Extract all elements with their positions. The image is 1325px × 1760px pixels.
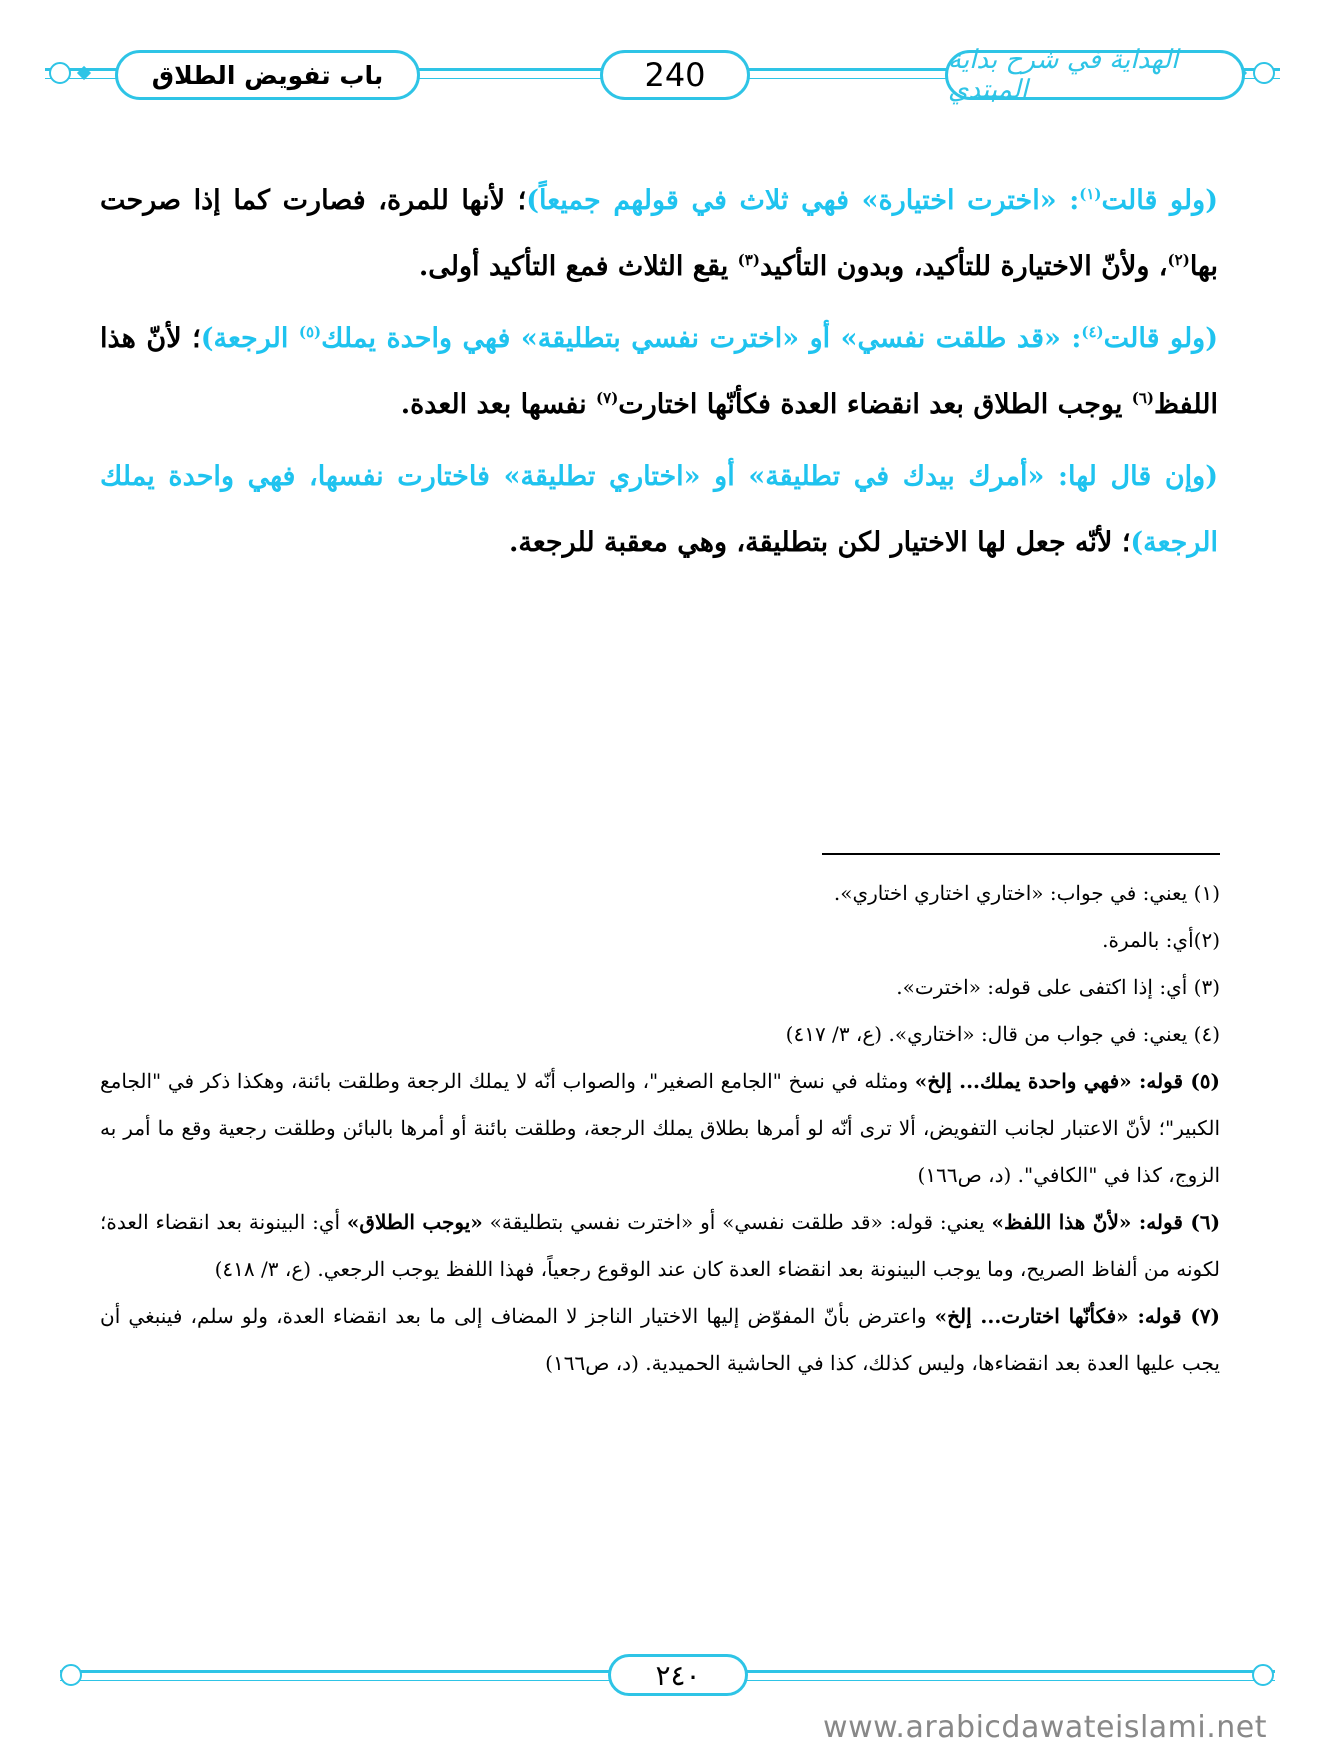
matn-text: : «قد طلقت نفسي» أو «اخترت نفسي بتطليقة» فهي واحدة يملك: [321, 323, 1082, 354]
footnote-text: واعترض بأنّ المفوّض إليها الاختيار الناجز لا المضاف إلى ما بعد انقضاء العدة، ولو سلم، فينبغي أن يجب عليها العدة بعد انقضاءها، وليس كذلك، كذا في الحاشية الحميدية. (د، ص١٦٦): [100, 1304, 1220, 1375]
ornament-right-icon: [1253, 62, 1275, 84]
book-title: الهداية في شرح بداية المبتدي: [945, 50, 1245, 100]
matn-text: الرجعة): [200, 323, 299, 354]
footnote-5: [100, 1058, 1220, 1199]
chapter-title: باب تفويض الطلاق: [115, 50, 420, 100]
page-number-top: 240: [600, 50, 750, 100]
paragraph-1: [100, 168, 1218, 300]
matn-text: (وإن قال لها: «أمرك بيدك في تطليقة» أو «اختاري تطليقة» فاختارت نفسها، فهي واحدة يملك الرجعة): [100, 461, 1218, 558]
footnote-text: أي: البينونة بعد انقضاء العدة؛ لكونه من ألفاظ الصريح، وما يوجب البينونة بعد انقضاء العدة كان عند الوقوع رجعياً، فهذا اللفظ يوجب الرجعي. (ع، ٣/ ٤١٨): [100, 1210, 1220, 1281]
footer-ornament-right-icon: [1252, 1664, 1274, 1686]
footnote-ref: (٦): [1131, 389, 1155, 407]
footer-ornament-left-icon: [60, 1664, 82, 1686]
footnote-3: (٣) أي: إذا اكتفى على قوله: «اخترت».: [896, 975, 1220, 999]
footnote-ref: (٥): [298, 323, 322, 341]
sharh-text: ؛ لأنّه جعل لها الاختيار لكن بتطليقة، وهي معقبة للرجعة.: [508, 527, 1131, 558]
matn-text: : «اخترت اختيارة» فهي ثلاث في قولهم جميعاً): [526, 185, 1080, 216]
footnote-ref: (٣): [737, 251, 760, 269]
sharh-text: نفسها بعد العدة.: [400, 389, 597, 420]
paragraph-2: [100, 306, 1218, 438]
matn-text: (ولو قالت: [1101, 185, 1218, 216]
footnote-number: (٥) قوله:: [1131, 1069, 1221, 1093]
sharh-text: ، ولأنّ الاختيارة للتأكيد، وبدون التأكيد: [759, 251, 1168, 282]
footnote-ref: (٤): [1081, 323, 1104, 341]
sharh-text: ؛ لأنّ هذا اللفظ: [100, 323, 1218, 420]
footnote-7: [100, 1293, 1220, 1387]
footnote-4: (٤) يعني: في جواب من قال: «اختاري». (ع، ٣/ ٤١٧): [785, 1022, 1220, 1046]
page-footer: [60, 1648, 1275, 1708]
footnote-quote: «فكأنّها اختارت... إلخ»: [934, 1304, 1129, 1328]
footnote-2: (٢)أي: بالمرة.: [1102, 928, 1220, 952]
footnote-text: ومثله في نسخ "الجامع الصغير"، والصواب أنّه لا يملك الرجعة وطلقت بائنة، وهكذا ذكر في "الجامع الكبير"؛ لأنّ الاعتبار لجانب التفويض، ألا ترى أنّه لو أمرها بطلاق يملك الرجعة، وطلقت بائنة أو أمرها بالبائن وطلقت رجعية وقع ما أمر به الزوج، كذا في "الكافي". (د، ص١٦٦): [100, 1069, 1220, 1187]
main-text: [100, 168, 1218, 582]
matn-text: (ولو قالت: [1103, 323, 1218, 354]
footnote-quote: «يوجب الطلاق»: [346, 1210, 483, 1234]
footnote-1: (١) يعني: في جواب: «اختاري اختاري اختاري».: [833, 881, 1220, 905]
footnotes: [100, 870, 1220, 1387]
page-header: [45, 42, 1280, 112]
footnote-number: (٦) قوله:: [1131, 1210, 1221, 1234]
website-url: www.arabicdawateislami.net: [823, 1710, 1267, 1745]
footnote-quote: «فهي واحدة يملك... إلخ»: [914, 1069, 1132, 1093]
sharh-text: يوجب الطلاق بعد انقضاء العدة فكأنّها اختارت: [618, 389, 1132, 420]
page-number-bottom: ٢٤٠: [608, 1654, 748, 1696]
footnote-ref: (١): [1079, 185, 1102, 203]
footnote-6: [100, 1199, 1220, 1293]
ornament-left-icon: [49, 62, 71, 84]
footnote-ref: (٧): [596, 389, 619, 407]
footnote-ref: (٢): [1167, 251, 1190, 269]
footnote-number: (٧) قوله:: [1128, 1304, 1220, 1328]
footnote-separator: [822, 853, 1220, 855]
paragraph-3: [100, 444, 1218, 576]
footnote-quote: «لأنّ هذا اللفظ»: [991, 1210, 1132, 1234]
sharh-text: يقع الثلاث فمع التأكيد أولى.: [418, 251, 738, 282]
footnote-text: يعني: قوله: «قد طلقت نفسي» أو «اخترت نفسي بتطليقة»: [482, 1210, 992, 1234]
sharh-text: ؛ لأنها للمرة، فصارت كما إذا صرحت بها: [100, 185, 1218, 282]
